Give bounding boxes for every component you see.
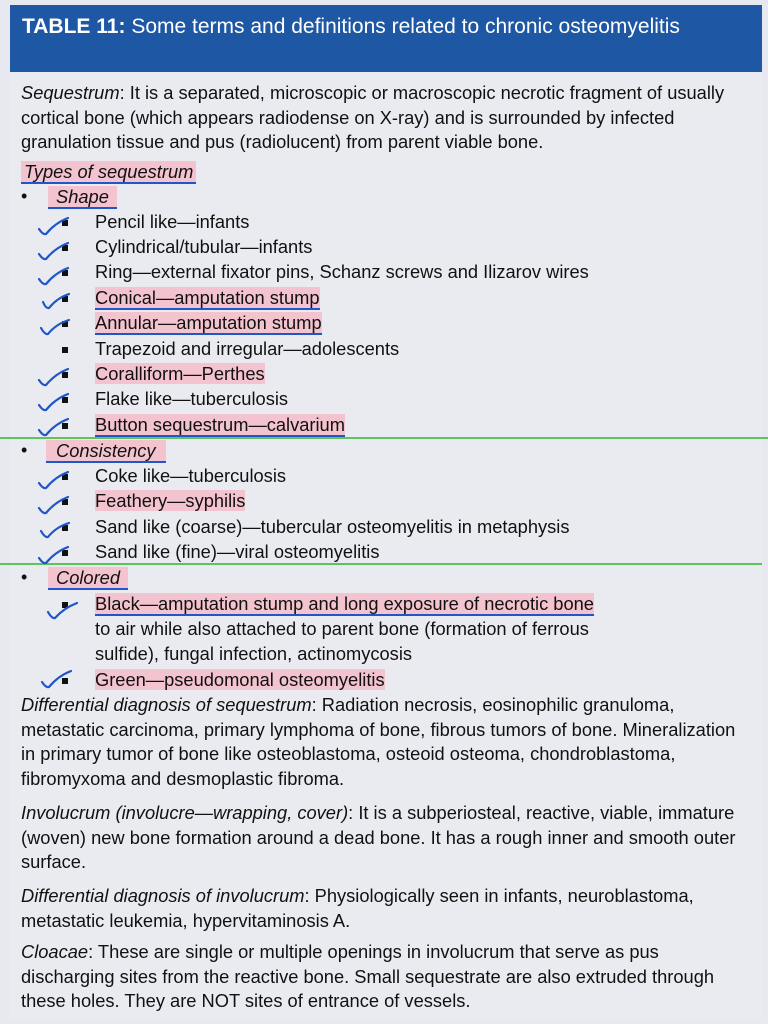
checkmark-icon — [37, 416, 71, 438]
shape-item-text: Coralliform—Perthes — [95, 363, 265, 384]
shape-item: Trapezoid and irregular—adolescents — [95, 338, 400, 359]
shape-item — [95, 413, 345, 437]
consistency-heading-text: Consistency — [46, 440, 166, 463]
involucrum-term: Involucrum (involucre—wrapping, cover) — [21, 802, 349, 823]
shape-item — [95, 362, 265, 386]
cloacae-term: Cloacae — [21, 941, 89, 962]
colored-green — [95, 668, 385, 692]
consistency-item — [95, 489, 245, 513]
shape-item: Pencil like—infants — [95, 211, 250, 232]
ddx-sequestrum-term: Differential diagnosis of sequestrum — [21, 694, 312, 715]
colored-heading — [48, 566, 128, 590]
involucrum-text: : It is a subperiosteal, reactive, viable, immature (woven) new bone formation around a dead bone. It has a rough inner and smooth outer surface. — [21, 802, 736, 872]
divider-line — [0, 563, 762, 565]
table-title: Some terms and definitions related to chronic osteomyelitis — [131, 15, 680, 38]
colored-green-text: Green—pseudomonal osteomyelitis — [95, 669, 385, 690]
consistency-item: Coke like—tuberculosis — [95, 465, 287, 486]
colored-black-text: Black—amputation stump and long exposure of necrotic bone — [95, 593, 594, 614]
checkmark-icon — [37, 544, 71, 566]
shape-heading — [48, 185, 117, 209]
colored-heading-text: Colored — [48, 567, 128, 590]
ddx-sequestrum — [21, 693, 751, 791]
shape-item: Ring—external fixator pins, Schanz screws and Ilizarov wires — [95, 261, 589, 282]
sequestrum-text: : It is a separated, microscopic or macroscopic necrotic fragment of usually cortical bone (which appears radiodense on X-ray) and is surrounded by infected granulation tissue and pus (radiolucent) from parent viable bone. — [21, 82, 725, 152]
ddx-sequestrum-text: : Radiation necrosis, eosinophilic granuloma, metastatic carcinoma, primary lymphoma of bone, fibrous tumors of bone. Mineralization in primary tumor of bone like osteoblastoma, osteoid osteoma, chondroblastoma, fibromyxoma and desmoplastic fibroma. — [21, 694, 736, 789]
checkmark-icon — [37, 391, 71, 413]
colored-black-line-3: sulfide), fungal infection, actinomycosis — [95, 643, 413, 664]
ddx-involucrum-text: : Physiologically seen in infants, neuroblastoma, metastatic leukemia, hypervitaminosis A. — [21, 885, 694, 931]
sequestrum-definition — [21, 81, 751, 155]
bullet-dot: • — [21, 440, 28, 460]
cloacae-text: : These are single or multiple openings in involucrum that serve as pus discharging sites from the reactive bone. Small sequestrate are also extruded through these holes. They are NOT sites of entrance of vessels. — [21, 941, 715, 1011]
bullet-dot: • — [21, 186, 28, 206]
checkmark-icon — [37, 316, 71, 338]
checkmark-icon — [37, 290, 71, 312]
shape-item — [95, 311, 322, 335]
checkmark-icon — [40, 668, 74, 690]
types-heading-text: Types of sequestrum — [21, 161, 196, 184]
checkmark-icon — [46, 600, 80, 622]
checkmark-icon — [37, 519, 71, 541]
checkmark-icon — [37, 366, 71, 388]
shape-item-text: Annular—amputation stump — [95, 312, 322, 333]
shape-item-text: Conical—amputation stump — [95, 287, 320, 308]
consistency-item: Sand like (fine)—viral osteomyelitis — [95, 541, 380, 562]
ddx-involucrum — [21, 884, 751, 933]
colored-black-line-2: to air while also attached to parent bone (formation of ferrous — [95, 618, 589, 639]
table-label: TABLE 11: — [22, 15, 126, 38]
shape-item: Flake like—tuberculosis — [95, 388, 289, 409]
consistency-item: Sand like (coarse)—tubercular osteomyelitis in metaphysis — [95, 516, 570, 537]
consistency-item-text: Feathery—syphilis — [95, 490, 246, 511]
checkmark-icon — [37, 265, 71, 287]
shape-item — [95, 286, 320, 310]
checkmark-icon — [37, 215, 71, 237]
shape-item: Cylindrical/tubular—infants — [95, 236, 313, 257]
shape-item-text: Button sequestrum—calvarium — [95, 414, 345, 435]
consistency-heading — [46, 439, 166, 463]
sequestrum-term: Sequestrum — [21, 82, 120, 103]
types-heading — [21, 160, 196, 184]
checkmark-icon — [37, 469, 71, 491]
checkmark-icon — [37, 494, 71, 516]
involucrum-definition — [21, 801, 751, 875]
cloacae-definition — [21, 940, 751, 1014]
table-header — [10, 5, 762, 72]
bullet-dot: • — [21, 567, 28, 587]
checkmark-icon — [37, 240, 71, 262]
shape-heading-text: Shape — [48, 186, 117, 209]
colored-black-line-1 — [95, 592, 594, 616]
ddx-involucrum-term: Differential diagnosis of involucrum — [21, 885, 305, 906]
square-bullet — [62, 347, 68, 353]
